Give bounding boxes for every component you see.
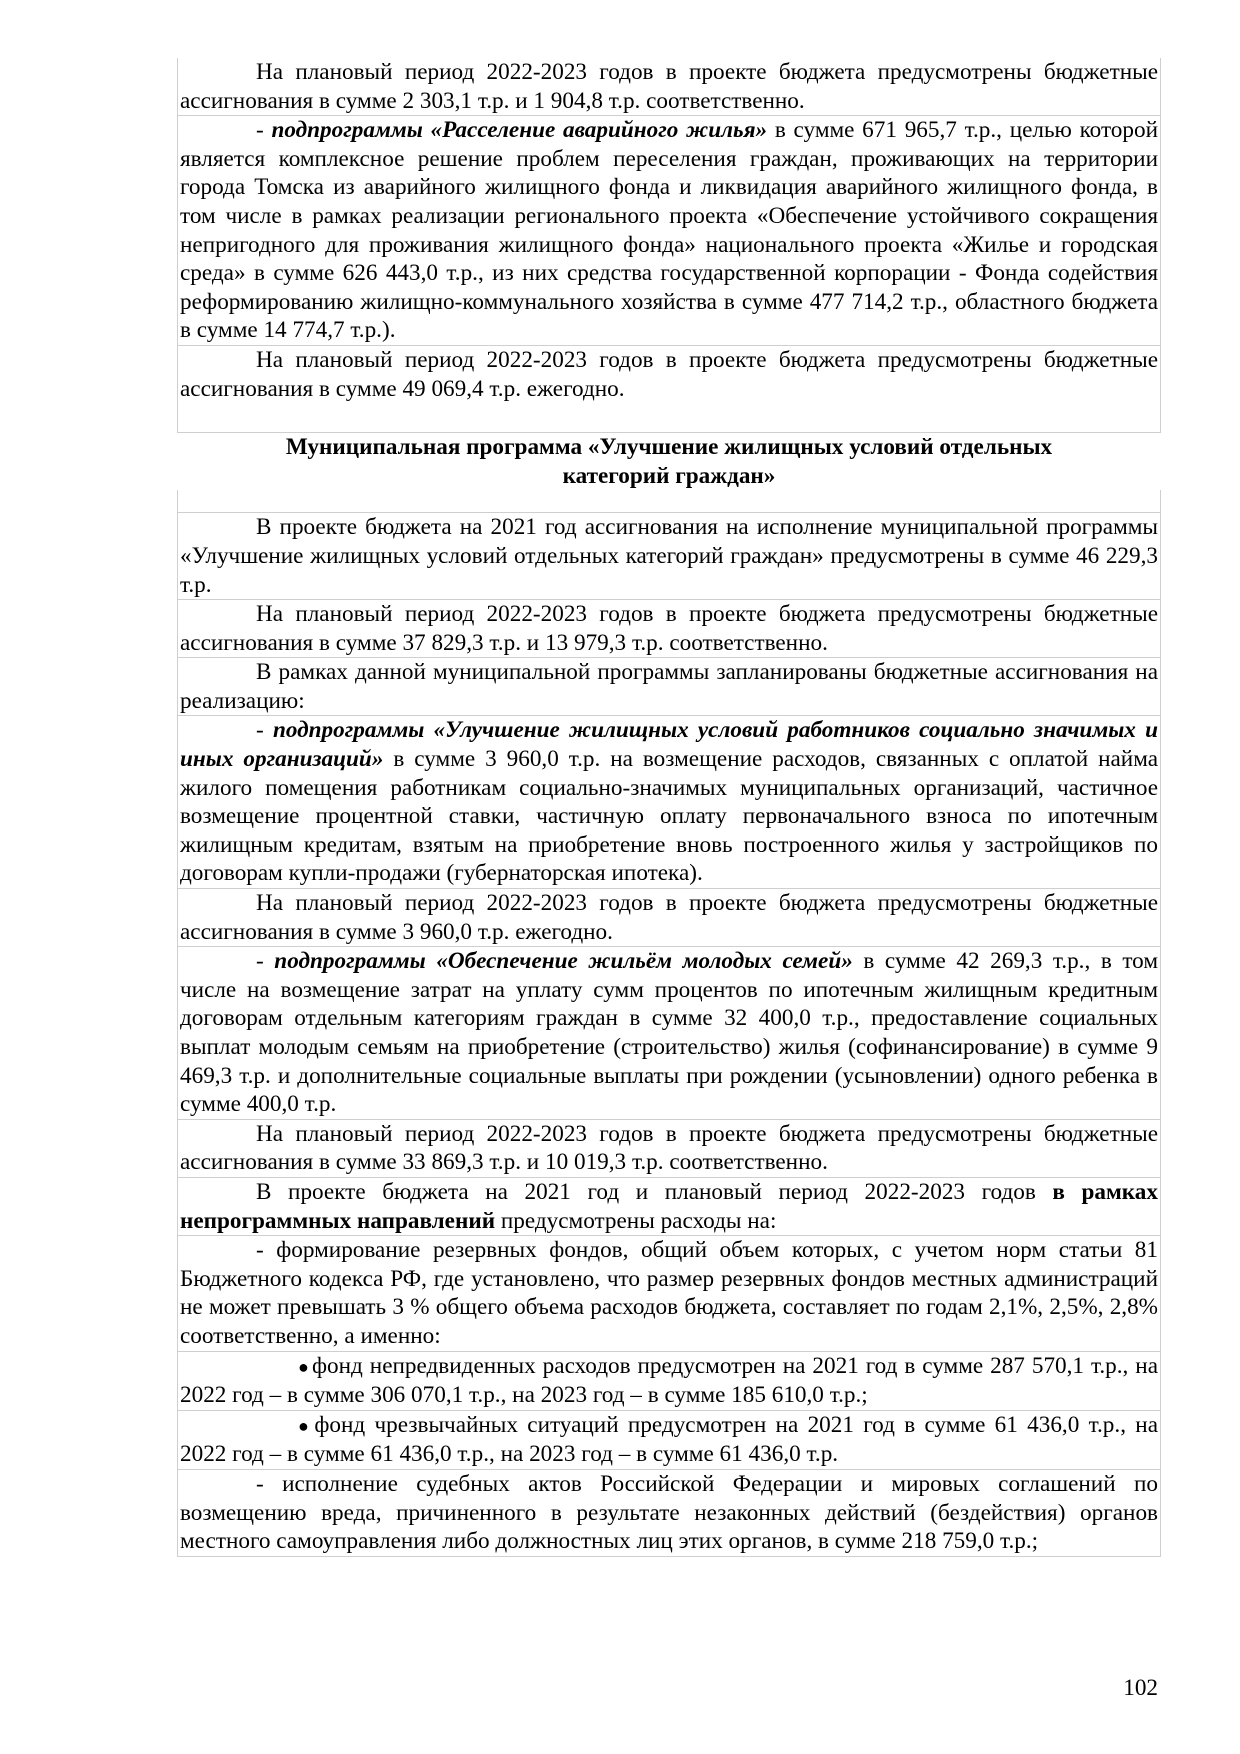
paragraph-planned-period-1: На плановый период 2022-2023 годов в проекте бюджета предусмотрены бюджетные ассигнования в сумме 2 303,1 т.р. и 1 904,8 т.р. соответственно. [177,58,1161,115]
bullet-icon: ● [298,1356,311,1377]
paragraph-court-acts: - исполнение судебных актов Российской Федерации и мировых соглашений по возмещению вреда, причиненного в результате незаконных действий (бездействия) органов местного самоуправления либо должностных лиц этих органов, в сумме 218 759,0 т.р.; [177,1469,1161,1557]
paragraph-program-2021: В проекте бюджета на 2021 год ассигнования на исполнение муниципальной программы «Улучшение жилищных условий отдельных категорий граждан» предусмотрены в сумме 46 229,3 т.р. [177,512,1161,599]
document-body [177,58,1161,1557]
section-heading-line-1: Муниципальная программа «Улучшение жилищных условий отдельных [285,434,1053,461]
paragraph-subprogram-resettlement: - подпрограммы «Расселение аварийного жилья» в сумме 671 965,7 т.р., целью которой является комплексное решение проблем переселения граждан, проживающих на территории города Томска из аварийного жилищного фонда и ликвидация аварийного жилищного фонда, в том числе в рамках реализации регионального проекта «Обеспечение устойчивого сокращения непригодного для проживания жилищного фонда» национального проекта «Жилье и городская среда» в сумме 626 443,0 т.р., из них средства государственной корпорации - Фонда содействия реформированию жилищно-коммунального хозяйства в сумме 477 714,2 т.р., областного бюджета в сумме 14 774,7 т.р.). [177,115,1161,345]
bullet-item-contingency-fund: ●фонд непредвиденных расходов предусмотрен на 2021 год в сумме 287 570,1 т.р., на 2022 год – в сумме 306 070,1 т.р., на 2023 год – в сумме 185 610,0 т.р.; [177,1351,1161,1410]
paragraph-planned-period-2: На плановый период 2022-2023 годов в проекте бюджета предусмотрены бюджетные ассигнования в сумме 49 069,4 т.р. ежегодно. [177,345,1161,403]
bullet-item-emergency-fund: ●фонд чрезвычайных ситуаций предусмотрен на 2021 год в сумме 61 436,0 т.р., на 2022 год – в сумме 61 436,0 т.р., на 2023 год – в сумме 61 436,0 т.р. [177,1410,1161,1469]
paragraph-program-scope: В рамках данной муниципальной программы запланированы бюджетные ассигнования на реализацию: [177,657,1161,715]
paragraph-subprogram-workers: - подпрограммы «Улучшение жилищных условий работников социально значимых и иных организаций» в сумме 3 960,0 т.р. на возмещение расходов, связанных с оплатой найма жилого помещения работникам социально-значимых муниципальных организаций, частичное возмещение процентной ставки, частичную оплату первоначального взноса по ипотечным жилищным кредитам, взятым на приобретение вновь построенного жилья у застройщиков по договорам купли-продажи (губернаторская ипотека). [177,715,1161,888]
paragraph-planned-period-4: На плановый период 2022-2023 годов в проекте бюджета предусмотрены бюджетные ассигнования в сумме 3 960,0 т.р. ежегодно. [177,888,1161,946]
subprogram-title-young-families: подпрограммы «Обеспечение жильём молодых семей» [274,948,853,975]
section-heading-line-2: категорий граждан» [562,462,776,489]
section-heading [177,432,1161,490]
subprogram-title-workers: подпрограммы «Улучшение жилищных условий работников социально значимых и иных организаций» [180,717,1158,773]
paragraph-non-program: В проекте бюджета на 2021 год и плановый период 2022-2023 годов в рамках непрограммных направлений предусмотрены расходы на: [177,1177,1161,1235]
paragraph-planned-period-5: На плановый период 2022-2023 годов в проекте бюджета предусмотрены бюджетные ассигнования в сумме 33 869,3 т.р. и 10 019,3 т.р. соответственно. [177,1119,1161,1177]
spacer [177,403,1161,432]
bullet-icon: ● [298,1415,313,1436]
paragraph-planned-period-3: На плановый период 2022-2023 годов в проекте бюджета предусмотрены бюджетные ассигнования в сумме 37 829,3 т.р. и 13 979,3 т.р. соответственно. [177,599,1161,657]
spacer [177,490,1161,512]
paragraph-reserve-funds: - формирование резервных фондов, общий объем которых, с учетом норм статьи 81 Бюджетного кодекса РФ, где установлено, что размер резервных фондов местных администраций не может превышать 3 % общего объема расходов бюджета, составляет по годам 2,1%, 2,5%, 2,8% соответственно, а именно: [177,1235,1161,1350]
page-number: 102 [1123,1675,1158,1701]
subprogram-title-resettlement: подпрограммы «Расселение аварийного жилья» [271,117,768,144]
paragraph-subprogram-young-families: - подпрограммы «Обеспечение жильём молодых семей» в сумме 42 269,3 т.р., в том числе на возмещение затрат на уплату сумм процентов по ипотечным жилищным кредитным договорам отдельным категориям граждан в сумме 32 400,0 т.р., предоставление социальных выплат молодым семьям на приобретение (строительство) жилья (софинансирование) в сумме 9 469,3 т.р. и дополнительные социальные выплаты при рождении (усыновлении) одного ребенка в сумме 400,0 т.р. [177,946,1161,1119]
non-program-emphasis: в рамках непрограммных направлений [180,1178,1158,1234]
